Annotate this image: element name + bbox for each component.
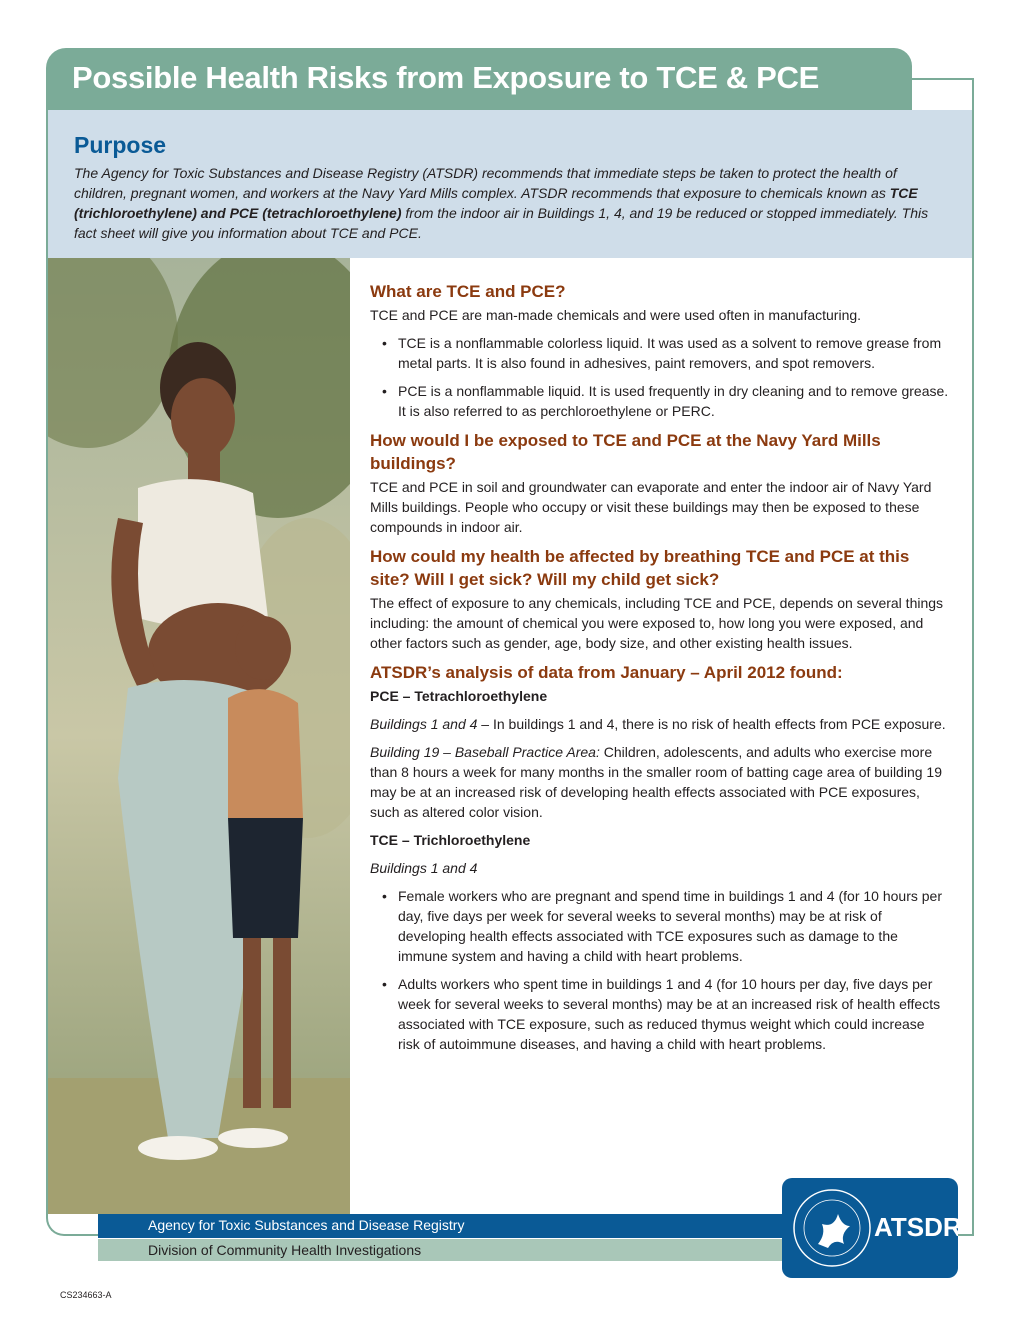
list-item: • Adults workers who spent time in buildings 1 and 4 (for 10 hours per day, five days per week for several weeks to several months) may be at an increased risk of health effects associated with TCE exposure, such as reduced thymus weight which could increase risk of autoimmune diseases, and having a child with heart problems. (398, 974, 950, 1054)
footer-agency: Agency for Toxic Substances and Disease Registry (148, 1217, 465, 1233)
footer-division-bar (98, 1239, 784, 1261)
tce-list (370, 886, 950, 1054)
purpose-heading: Purpose (74, 132, 167, 158)
list-item: • Female workers who are pregnant and spend time in buildings 1 and 4 (for 10 hours per day, five days per week for several weeks to several months) may be at risk of developing health effects associated with TCE exposures such as damage to the immune system and having a child with heart problems. (398, 886, 950, 966)
what-heading: What are TCE and PCE? (370, 282, 566, 301)
logo-text: ATSDR (874, 1212, 958, 1242)
hhs-seal-icon (782, 1178, 958, 1278)
pce-title: PCE – Tetrachloroethylene (370, 688, 548, 704)
purpose-text-bold: TCE (trichloroethylene) and PCE (tetrachloroethylene) (74, 185, 918, 221)
what-list (370, 333, 950, 421)
footer-division: Division of Community Health Investigations (148, 1242, 422, 1258)
photo-illustration (48, 258, 350, 1214)
document-code: CS234663-A (60, 1290, 112, 1300)
frame-line-right (972, 78, 974, 1236)
purpose-box (48, 110, 972, 258)
pce-b19-text: Children, adolescents, and adults who exercise more than 8 hours a week for many months in the smaller room of batting cage area of building 19 may be at an increased risk of developing health effects associated with PCE exposures, such as altered color vision. (370, 744, 942, 820)
pce-building-19 (370, 742, 950, 822)
list-item: • TCE is a nonflammable colorless liquid. It was used as a solvent to remove grease from metal parts. It is also found in adhesives, paint removers, and spot removers. (398, 333, 950, 373)
purpose-text (74, 163, 948, 243)
tce-title: TCE – Trichloroethylene (370, 832, 531, 848)
what-intro: TCE and PCE are man-made chemicals and were used often in manufacturing. (370, 307, 862, 323)
pce-b14-text: – In buildings 1 and 4, there is no risk of health effects from PCE exposure. (477, 716, 946, 732)
mother-child-photo (48, 258, 350, 1214)
health-text: The effect of exposure to any chemicals, including TCE and PCE, depends on several things including: the amount of chemical you were exposed to, how long you were exposed, and other factors such as gender, age, body size, and other existing health issues. (370, 595, 944, 651)
analysis-heading: ATSDR’s analysis of data from January – April 2012 found: (370, 663, 843, 682)
pce-buildings-1-4 (370, 714, 950, 734)
page-title: Possible Health Risks from Exposure to TCE & PCE (72, 60, 820, 95)
health-heading: How could my health be affected by breathing TCE and PCE at this site? Will I get sick? Will my child get sick? (370, 547, 910, 589)
footer-agency-bar (98, 1214, 784, 1238)
tce-b14-label: Buildings 1 and 4 (370, 860, 478, 876)
pce-b14-label: Buildings 1 and 4 (370, 716, 478, 732)
title-banner (46, 48, 912, 110)
main-content (370, 280, 950, 1062)
exposed-heading: How would I be exposed to TCE and PCE at the Navy Yard Mills buildings? (370, 431, 881, 473)
list-item: • PCE is a nonflammable liquid. It is used frequently in dry cleaning and to remove grease. It is also referred to as perchloroethylene or PERC. (398, 381, 950, 421)
exposed-text: TCE and PCE in soil and groundwater can evaporate and enter the indoor air of Navy Yard Mills buildings. People who occupy or visit these buildings may then be exposed to these compounds in indoor air. (370, 479, 932, 535)
purpose-text-part1: The Agency for Toxic Substances and Disease Registry (ATSDR) recommends that immediate steps be taken to protect the health of children, pregnant women, and workers at the Navy Yard Mills complex. ATSDR recommends that exposure to chemicals known as (74, 165, 897, 201)
pce-b19-label: Building 19 – Baseball Practice Area: (370, 744, 600, 760)
atsdr-logo (782, 1178, 958, 1278)
purpose-text-part2: from the indoor air in Buildings 1, 4, and 19 be reduced or stopped immediately. This fact sheet will give you information about TCE and PCE. (74, 205, 929, 241)
